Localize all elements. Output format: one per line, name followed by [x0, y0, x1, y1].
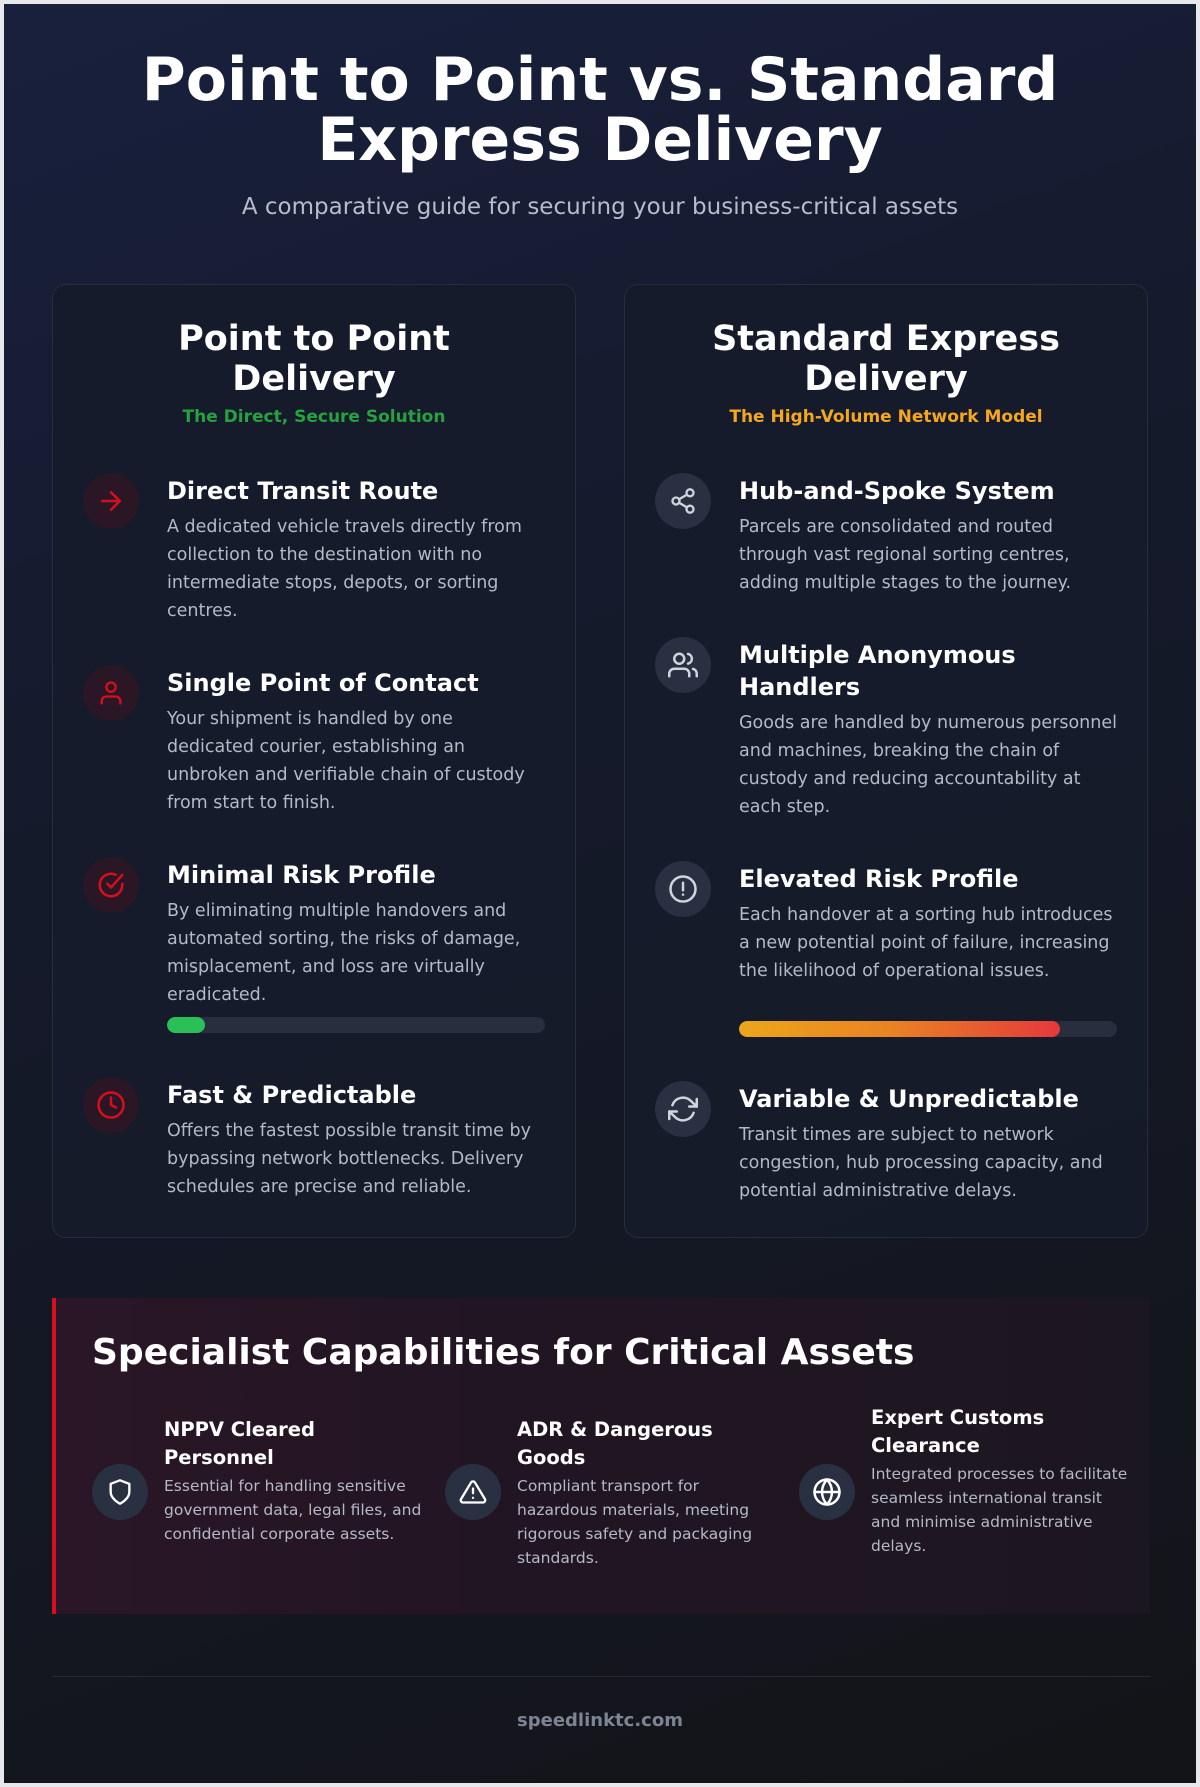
feature-title: Hub-and-Spoke System — [739, 477, 1055, 505]
specialist-capabilities-section — [52, 1298, 1150, 1614]
feature-description: By eliminating multiple handovers and automated sorting, the risks of damage, misplacement, and loss are virtually eradicated. — [167, 901, 521, 1005]
feature-description: Your shipment is handled by one dedicated courier, establishing an unbroken and verifiable chain of custody from start to finish. — [167, 709, 525, 813]
capability-description: Essential for handling sensitive government data, legal files, and confidential corporate assets. — [164, 1477, 422, 1543]
capability-title: Expert Customs Clearance — [871, 1406, 1045, 1457]
feature-description: Transit times are subject to network congestion, hub processing capacity, and potential administrative delays. — [739, 1125, 1103, 1201]
section-title: Specialist Capabilities for Critical Assets — [92, 1332, 915, 1373]
feature-description: Goods are handled by numerous personnel and machines, breaking the chain of custody and reducing accountability at each step. — [739, 713, 1117, 817]
feature-title: Variable & Unpredictable — [739, 1085, 1079, 1113]
capability-description: Integrated processes to facilitate seamless international transit and minimise administrative delays. — [871, 1465, 1128, 1555]
point-to-point-card — [52, 284, 576, 1238]
clock-icon — [83, 1077, 139, 1133]
shield-icon — [92, 1464, 148, 1520]
feature-description: Each handover at a sorting hub introduces a new potential point of failure, increasing the likelihood of operational issues. — [739, 905, 1113, 981]
feature-title: Minimal Risk Profile — [167, 861, 436, 889]
user-icon — [83, 665, 139, 721]
feature-description: Offers the fastest possible transit time by bypassing network bottlenecks. Delivery schedules are precise and reliable. — [167, 1121, 531, 1197]
feature-title: Single Point of Contact — [167, 669, 479, 697]
card-title: Point to Point Delivery — [178, 319, 450, 399]
page-subtitle: A comparative guide for securing your business-critical assets — [241, 194, 959, 220]
risk-meter-fill — [739, 1021, 1060, 1037]
risk-meter — [739, 1021, 1117, 1037]
capability-description: Compliant transport for hazardous materials, meeting rigorous safety and packaging standards. — [517, 1477, 753, 1567]
card-tagline: The Direct, Secure Solution — [182, 407, 446, 427]
footer-divider — [52, 1676, 1150, 1677]
feature-description: Parcels are consolidated and routed through vast regional sorting centres, adding multiple stages to the journey. — [739, 517, 1072, 593]
page-title: Point to Point vs. Standard Express Delivery — [141, 45, 1059, 175]
capability-title: NPPV Cleared Personnel — [164, 1418, 315, 1469]
risk-meter-fill — [167, 1017, 205, 1033]
card-tagline: The High-Volume Network Model — [729, 407, 1043, 427]
feature-title: Fast & Predictable — [167, 1081, 417, 1109]
globe-icon — [799, 1464, 855, 1520]
feature-title: Multiple Anonymous Handlers — [739, 641, 1016, 701]
refresh-icon — [655, 1081, 711, 1137]
feature-title: Elevated Risk Profile — [739, 865, 1019, 893]
infographic — [4, 4, 1196, 1783]
feature-title: Direct Transit Route — [167, 477, 439, 505]
warning-triangle-icon — [445, 1464, 501, 1520]
alert-circle-icon — [655, 861, 711, 917]
share-icon — [655, 473, 711, 529]
users-icon — [655, 637, 711, 693]
feature-description: A dedicated vehicle travels directly from collection to the destination with no intermediate stops, depots, or sorting centres. — [167, 517, 522, 621]
card-title: Standard Express Delivery — [712, 319, 1060, 399]
footer-website-link[interactable]: speedlinktc.com — [517, 1710, 683, 1731]
capability-title: ADR & Dangerous Goods — [517, 1418, 713, 1469]
standard-express-card — [624, 284, 1148, 1238]
arrow-right-icon — [83, 473, 139, 529]
risk-meter — [167, 1017, 545, 1033]
check-circle-icon — [83, 857, 139, 913]
